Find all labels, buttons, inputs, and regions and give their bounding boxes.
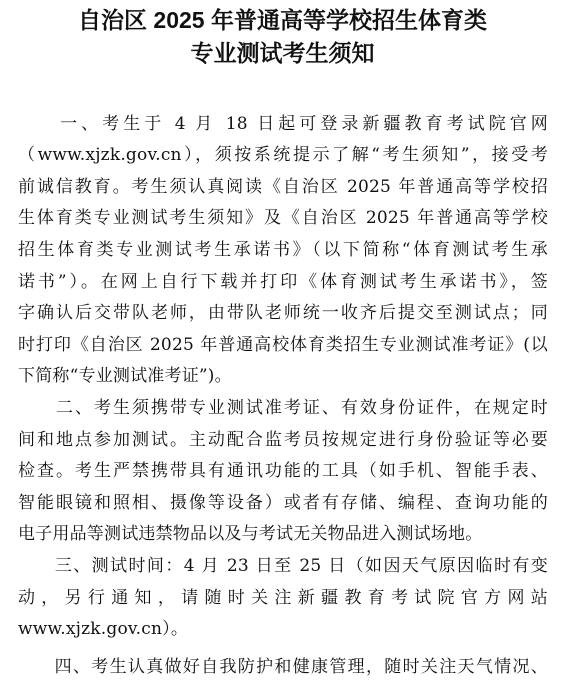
paragraph-1-line-1: 一、考生于 4 月 18 日起可登录新疆教育考试院官网 bbox=[18, 114, 548, 134]
paragraph-1-line-9: 下简称“专业测试准考证”)。 bbox=[18, 366, 232, 386]
paragraph-3-line-2: 动，另行通知，请随时关注新疆教育考试院官方网站 bbox=[18, 588, 548, 608]
document-title-line-1: 自治区 2025 年普通高等学校招生体育类 bbox=[78, 7, 487, 33]
paragraph-2-line-1: 二、考生须携带专业测试准考证、有效身份证件，在规定时 bbox=[18, 398, 548, 418]
paragraph-2-line-4: 智能眼镜和照相、摄像等设备）或者有存储、编程、查询功能的 bbox=[18, 493, 548, 513]
paragraph-2-line-5: 电子用品等测试违禁物品以及与考试无关物品进入测试场地。 bbox=[18, 524, 483, 544]
paragraph-1-line-5: 招生体育类专业测试考生承诺书》（以下简称“体育测试考生承 bbox=[18, 240, 548, 260]
paragraph-3-line-3: www.xjzk.gov.cn）。 bbox=[18, 619, 189, 639]
paragraph-1-line-4: 生体育类专业测试考生须知》及《自治区 2025 年普通高等学校 bbox=[18, 208, 548, 228]
paragraph-1-line-3: 前诚信教育。考生须认真阅读《自治区 2025 年普通高等学校招 bbox=[18, 177, 548, 197]
paragraph-1-line-7: 字确认后交带队老师，由带队老师统一收齐后提交至测试点；同 bbox=[18, 303, 548, 323]
paragraph-1-line-8: 时打印《自治区 2025 年普通高校体育类招生专业测试准考证》(以 bbox=[18, 335, 548, 355]
paragraph-4-line-1: 四、考生认真做好自我防护和健康管理，随时关注天气情况、 bbox=[18, 657, 548, 677]
paragraph-1-line-6: 诺书”）。在网上自行下载并打印《体育测试考生承诺书》，签 bbox=[18, 272, 548, 292]
paragraph-2-line-2: 间和地点参加测试。主动配合监考员按规定进行身份验证等必要 bbox=[18, 430, 548, 450]
document-title-line-2: 专业测试考生须知 bbox=[190, 40, 375, 66]
paragraph-3-line-1: 三、测试时间：4 月 23 日至 25 日（如因天气原因临时有变 bbox=[18, 556, 548, 576]
paragraph-1-line-2: （www.xjzk.gov.cn），须按系统提示了解“考生须知”，接受考 bbox=[18, 145, 548, 165]
paragraph-2-line-3: 检查。考生严禁携带具有通讯功能的工具（如手机、智能手表、 bbox=[18, 461, 548, 481]
